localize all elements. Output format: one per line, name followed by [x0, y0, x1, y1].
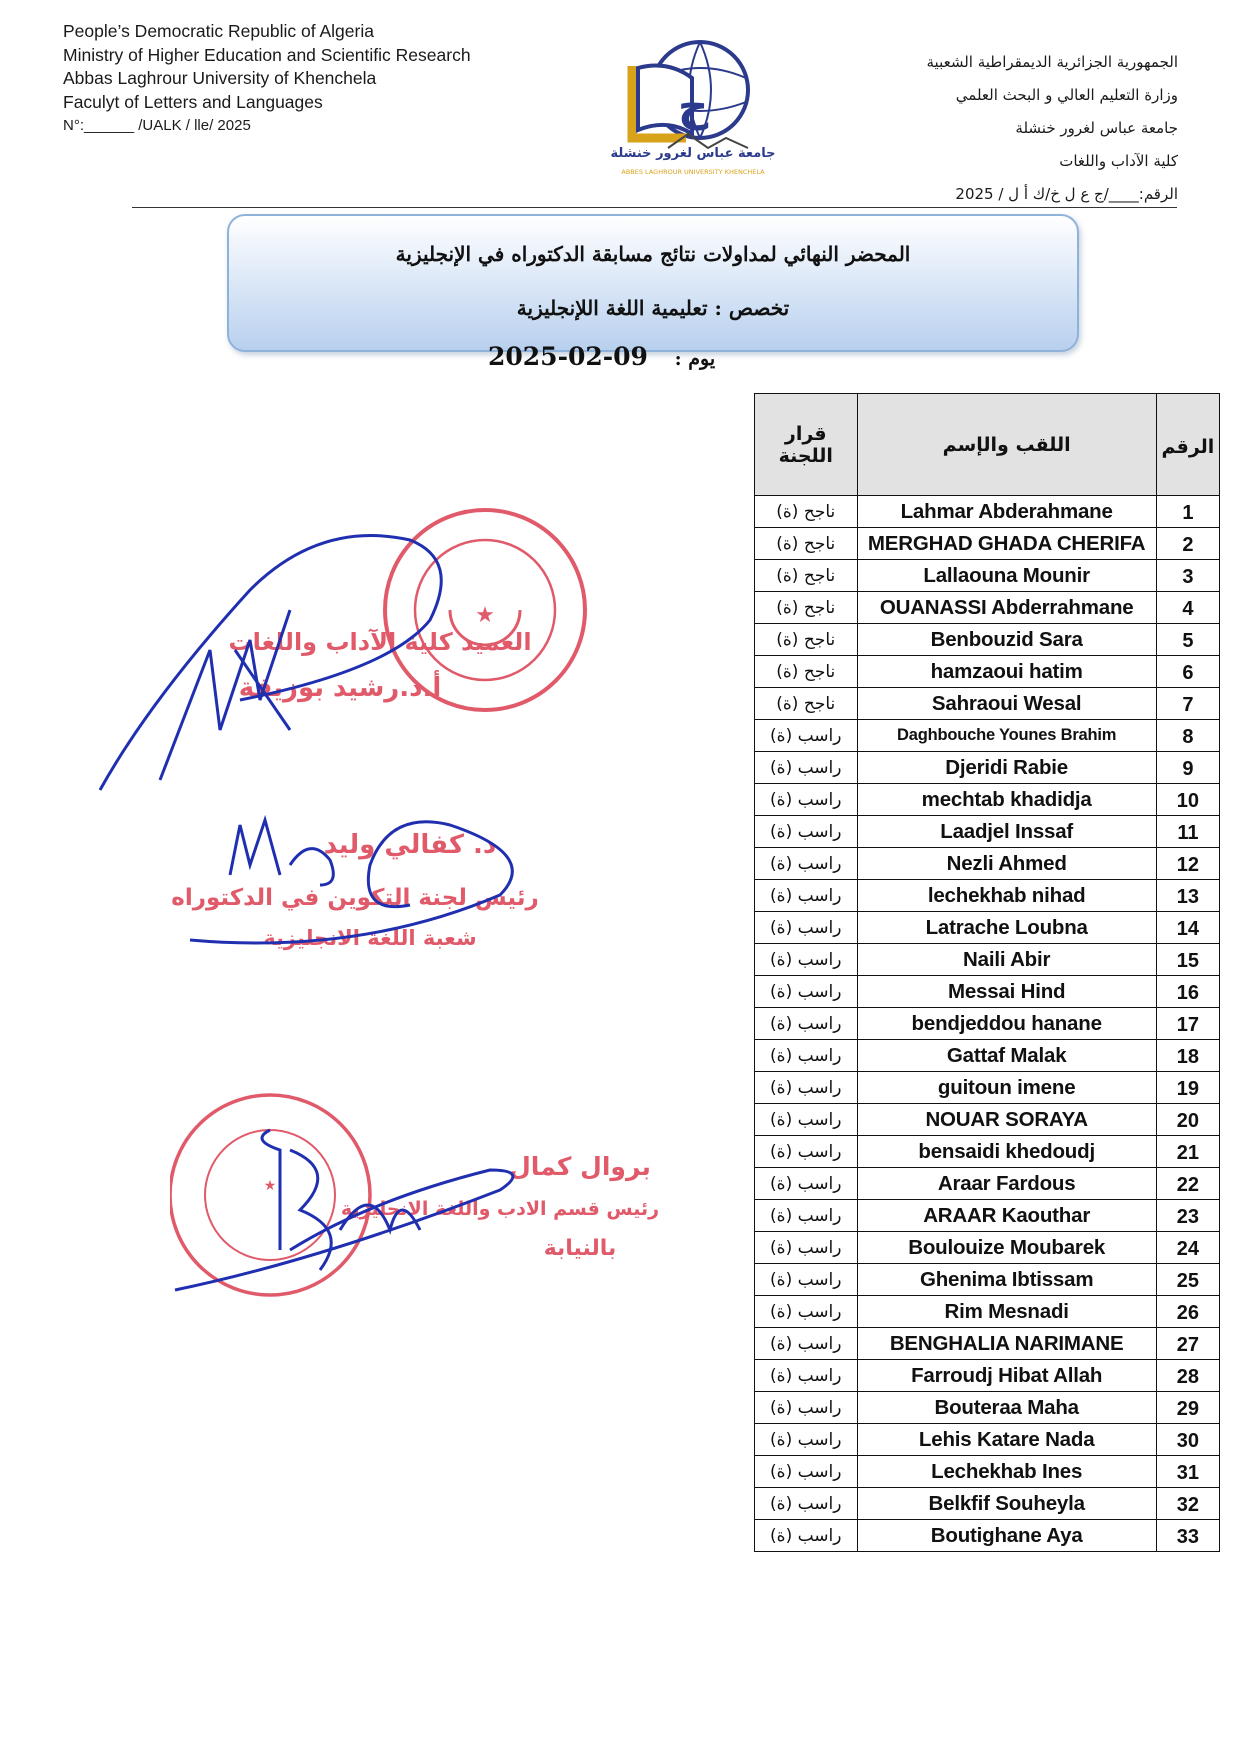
row-number: 13 — [1156, 880, 1219, 912]
row-name: Belkfif Souheyla — [857, 1488, 1156, 1520]
row-number: 9 — [1156, 752, 1219, 784]
row-decision: ناجح (ة) — [755, 656, 858, 688]
committee-branch: شعبة اللغة الانجليزية — [263, 926, 477, 950]
table-row — [755, 496, 1220, 528]
row-decision: ناجح (ة) — [755, 688, 858, 720]
table-row — [755, 944, 1220, 976]
row-number: 22 — [1156, 1168, 1219, 1200]
table-row — [755, 656, 1220, 688]
row-number: 30 — [1156, 1424, 1219, 1456]
table-row — [755, 1072, 1220, 1104]
row-number: 5 — [1156, 624, 1219, 656]
header-ministry: Ministry of Higher Education and Scientific Research — [63, 44, 471, 65]
table-row — [755, 1136, 1220, 1168]
row-number: 8 — [1156, 720, 1219, 752]
row-name: Laadjel Inssaf — [857, 816, 1156, 848]
row-decision: راسب (ة) — [755, 1328, 858, 1360]
row-decision: ناجح (ة) — [755, 528, 858, 560]
row-name: Daghbouche Younes Brahim — [857, 720, 1156, 752]
header-faculty: Faculyt of Letters and Languages — [63, 91, 323, 112]
header-arabic — [927, 46, 1179, 211]
row-number: 7 — [1156, 688, 1219, 720]
table-row — [755, 848, 1220, 880]
row-decision: راسب (ة) — [755, 1136, 858, 1168]
table-row — [755, 720, 1220, 752]
table-row — [755, 1488, 1220, 1520]
table-row — [755, 816, 1220, 848]
row-number: 11 — [1156, 816, 1219, 848]
row-number: 12 — [1156, 848, 1219, 880]
dean-signature-block — [90, 500, 610, 800]
row-name: hamzaoui hatim — [857, 656, 1156, 688]
department-head-note: بالنيابة — [543, 1236, 617, 1261]
department-stamp — [170, 1095, 370, 1295]
header-decision: قرار اللجنة — [755, 394, 858, 496]
university-logo — [608, 38, 778, 198]
row-name: Latrache Loubna — [857, 912, 1156, 944]
row-decision: راسب (ة) — [755, 912, 858, 944]
row-name: Messai Hind — [857, 976, 1156, 1008]
row-number: 1 — [1156, 496, 1219, 528]
table-row — [755, 784, 1220, 816]
header-english — [63, 20, 471, 138]
row-decision: راسب (ة) — [755, 784, 858, 816]
row-name: Lahmar Abderahmane — [857, 496, 1156, 528]
header-reference: N°:______ /UALK / lle/ 2025 — [63, 117, 251, 134]
svg-text:★: ★ — [475, 603, 495, 628]
svg-text:خ: خ — [678, 81, 709, 130]
svg-text:★: ★ — [263, 1178, 277, 1194]
row-name: NOUAR SORAYA — [857, 1104, 1156, 1136]
header-country: People’s Democratic Republic of Algeria — [63, 21, 374, 41]
row-decision: راسب (ة) — [755, 816, 858, 848]
row-name: Bouteraa Maha — [857, 1392, 1156, 1424]
table-row — [755, 1200, 1220, 1232]
row-number: 19 — [1156, 1072, 1219, 1104]
table-row — [755, 976, 1220, 1008]
results-table — [754, 393, 1220, 1552]
department-signature-block — [170, 1080, 660, 1320]
table-row — [755, 912, 1220, 944]
committee-title: رئيس لجنة التكوين في الدكتوراه — [171, 885, 539, 911]
row-decision: راسب (ة) — [755, 1296, 858, 1328]
row-decision: راسب (ة) — [755, 1520, 858, 1552]
table-row — [755, 1168, 1220, 1200]
table-row — [755, 1264, 1220, 1296]
row-name: Lallaouna Mounir — [857, 560, 1156, 592]
table-row — [755, 1456, 1220, 1488]
row-decision: راسب (ة) — [755, 1232, 858, 1264]
row-decision: راسب (ة) — [755, 1392, 858, 1424]
logo-name-en: ABBES LAGHROUR UNIVERSITY KHENCHELA — [621, 168, 765, 176]
row-number: 2 — [1156, 528, 1219, 560]
table-row — [755, 752, 1220, 784]
table-header-row — [755, 394, 1220, 496]
row-number: 28 — [1156, 1360, 1219, 1392]
row-number: 16 — [1156, 976, 1219, 1008]
row-decision: راسب (ة) — [755, 1264, 858, 1296]
row-name: lechekhab nihad — [857, 880, 1156, 912]
row-name: Benbouzid Sara — [857, 624, 1156, 656]
row-name: Rim Mesnadi — [857, 1296, 1156, 1328]
row-decision: راسب (ة) — [755, 1008, 858, 1040]
row-name: bensaidi khedoudj — [857, 1136, 1156, 1168]
table-row — [755, 560, 1220, 592]
row-decision: راسب (ة) — [755, 1040, 858, 1072]
table-row — [755, 880, 1220, 912]
row-decision: ناجح (ة) — [755, 592, 858, 624]
table-row — [755, 1104, 1220, 1136]
row-number: 25 — [1156, 1264, 1219, 1296]
row-name: Djeridi Rabie — [857, 752, 1156, 784]
row-number: 18 — [1156, 1040, 1219, 1072]
header-ar-university: جامعة عباس لغرور خنشلة — [1015, 119, 1178, 137]
row-number: 14 — [1156, 912, 1219, 944]
row-name: Ghenima Ibtissam — [857, 1264, 1156, 1296]
table-row — [755, 592, 1220, 624]
row-number: 3 — [1156, 560, 1219, 592]
row-number: 20 — [1156, 1104, 1219, 1136]
table-row — [755, 1392, 1220, 1424]
date-row — [488, 342, 715, 371]
header-ar-faculty: كلية الآداب واللغات — [1059, 152, 1178, 170]
row-name: OUANASSI Abderrahmane — [857, 592, 1156, 624]
department-head-name: بروال كمال — [509, 1152, 651, 1181]
row-number: 33 — [1156, 1520, 1219, 1552]
dean-title: العميد كلية الآداب واللغات — [228, 628, 532, 656]
row-name: Nezli Ahmed — [857, 848, 1156, 880]
row-name: Lehis Katare Nada — [857, 1424, 1156, 1456]
row-decision: ناجح (ة) — [755, 560, 858, 592]
row-name: Lechekhab Ines — [857, 1456, 1156, 1488]
row-decision: راسب (ة) — [755, 848, 858, 880]
date-label: يوم : — [674, 348, 716, 370]
row-number: 21 — [1156, 1136, 1219, 1168]
row-decision: راسب (ة) — [755, 1488, 858, 1520]
row-number: 10 — [1156, 784, 1219, 816]
table-row — [755, 1296, 1220, 1328]
row-number: 6 — [1156, 656, 1219, 688]
row-decision: راسب (ة) — [755, 880, 858, 912]
row-decision: راسب (ة) — [755, 1456, 858, 1488]
table-row — [755, 1232, 1220, 1264]
row-decision: راسب (ة) — [755, 720, 858, 752]
table-row — [755, 1040, 1220, 1072]
row-name: Boutighane Aya — [857, 1520, 1156, 1552]
row-number: 4 — [1156, 592, 1219, 624]
header-number: الرقم — [1156, 394, 1219, 496]
row-name: bendjeddou hanane — [857, 1008, 1156, 1040]
row-name: Naili Abir — [857, 944, 1156, 976]
row-number: 23 — [1156, 1200, 1219, 1232]
row-name: Sahraoui Wesal — [857, 688, 1156, 720]
row-name: MERGHAD GHADA CHERIFA — [857, 528, 1156, 560]
row-name: Farroudj Hibat Allah — [857, 1360, 1156, 1392]
row-name: guitoun imene — [857, 1072, 1156, 1104]
row-decision: راسب (ة) — [755, 1424, 858, 1456]
row-name: Boulouize Moubarek — [857, 1232, 1156, 1264]
row-name: Araar Fardous — [857, 1168, 1156, 1200]
row-name: Gattaf Malak — [857, 1040, 1156, 1072]
table-row — [755, 1520, 1220, 1552]
header-ar-ministry: وزارة التعليم العالي و البحث العلمي — [955, 86, 1178, 104]
row-number: 26 — [1156, 1296, 1219, 1328]
table-row — [755, 624, 1220, 656]
row-decision: راسب (ة) — [755, 1168, 858, 1200]
logo-name-ar: جامعة عباس لغرور خنشلة — [610, 146, 776, 161]
row-number: 27 — [1156, 1328, 1219, 1360]
row-name: ARAAR Kaouthar — [857, 1200, 1156, 1232]
table-row — [755, 1008, 1220, 1040]
header-university: Abbas Laghrour University of Khenchela — [63, 68, 377, 88]
row-number: 15 — [1156, 944, 1219, 976]
row-decision: راسب (ة) — [755, 1104, 858, 1136]
document-specialty: تخصص : تعليمية اللغة اللإنجليزية — [516, 296, 790, 320]
row-decision: راسب (ة) — [755, 944, 858, 976]
table-row — [755, 688, 1220, 720]
row-decision: ناجح (ة) — [755, 624, 858, 656]
row-decision: راسب (ة) — [755, 752, 858, 784]
row-number: 31 — [1156, 1456, 1219, 1488]
header-ar-reference: الرقم:____/ج ع ل خ/ك أ ل / 2025 — [955, 185, 1178, 203]
table-row — [755, 528, 1220, 560]
committee-signature-block — [170, 805, 540, 975]
dean-name: أ.د.رشيد بوزيفة — [238, 673, 442, 703]
date-value: 2025-02-09 — [488, 342, 648, 371]
header-divider — [132, 207, 1177, 208]
document-title: المحضر النهائي لمداولات نتائج مسابقة الدكتوراه في الإنجليزية — [395, 242, 911, 266]
row-decision: ناجح (ة) — [755, 496, 858, 528]
title-box — [227, 214, 1079, 352]
row-decision: راسب (ة) — [755, 1072, 858, 1104]
row-number: 32 — [1156, 1488, 1219, 1520]
row-decision: راسب (ة) — [755, 1200, 858, 1232]
row-decision: راسب (ة) — [755, 976, 858, 1008]
header-name: اللقب والإسم — [857, 394, 1156, 496]
row-number: 17 — [1156, 1008, 1219, 1040]
header-ar-country: الجمهورية الجزائرية الديمقراطية الشعبية — [926, 53, 1178, 71]
row-name: BENGHALIA NARIMANE — [857, 1328, 1156, 1360]
row-name: mechtab khadidja — [857, 784, 1156, 816]
table-row — [755, 1328, 1220, 1360]
department-head-title: رئيس قسم الادب واللغة الانجليزية — [340, 1198, 660, 1220]
row-decision: راسب (ة) — [755, 1360, 858, 1392]
table-row — [755, 1360, 1220, 1392]
committee-president-name: د. كفالي وليد — [323, 830, 497, 860]
row-number: 24 — [1156, 1232, 1219, 1264]
table-row — [755, 1424, 1220, 1456]
row-number: 29 — [1156, 1392, 1219, 1424]
